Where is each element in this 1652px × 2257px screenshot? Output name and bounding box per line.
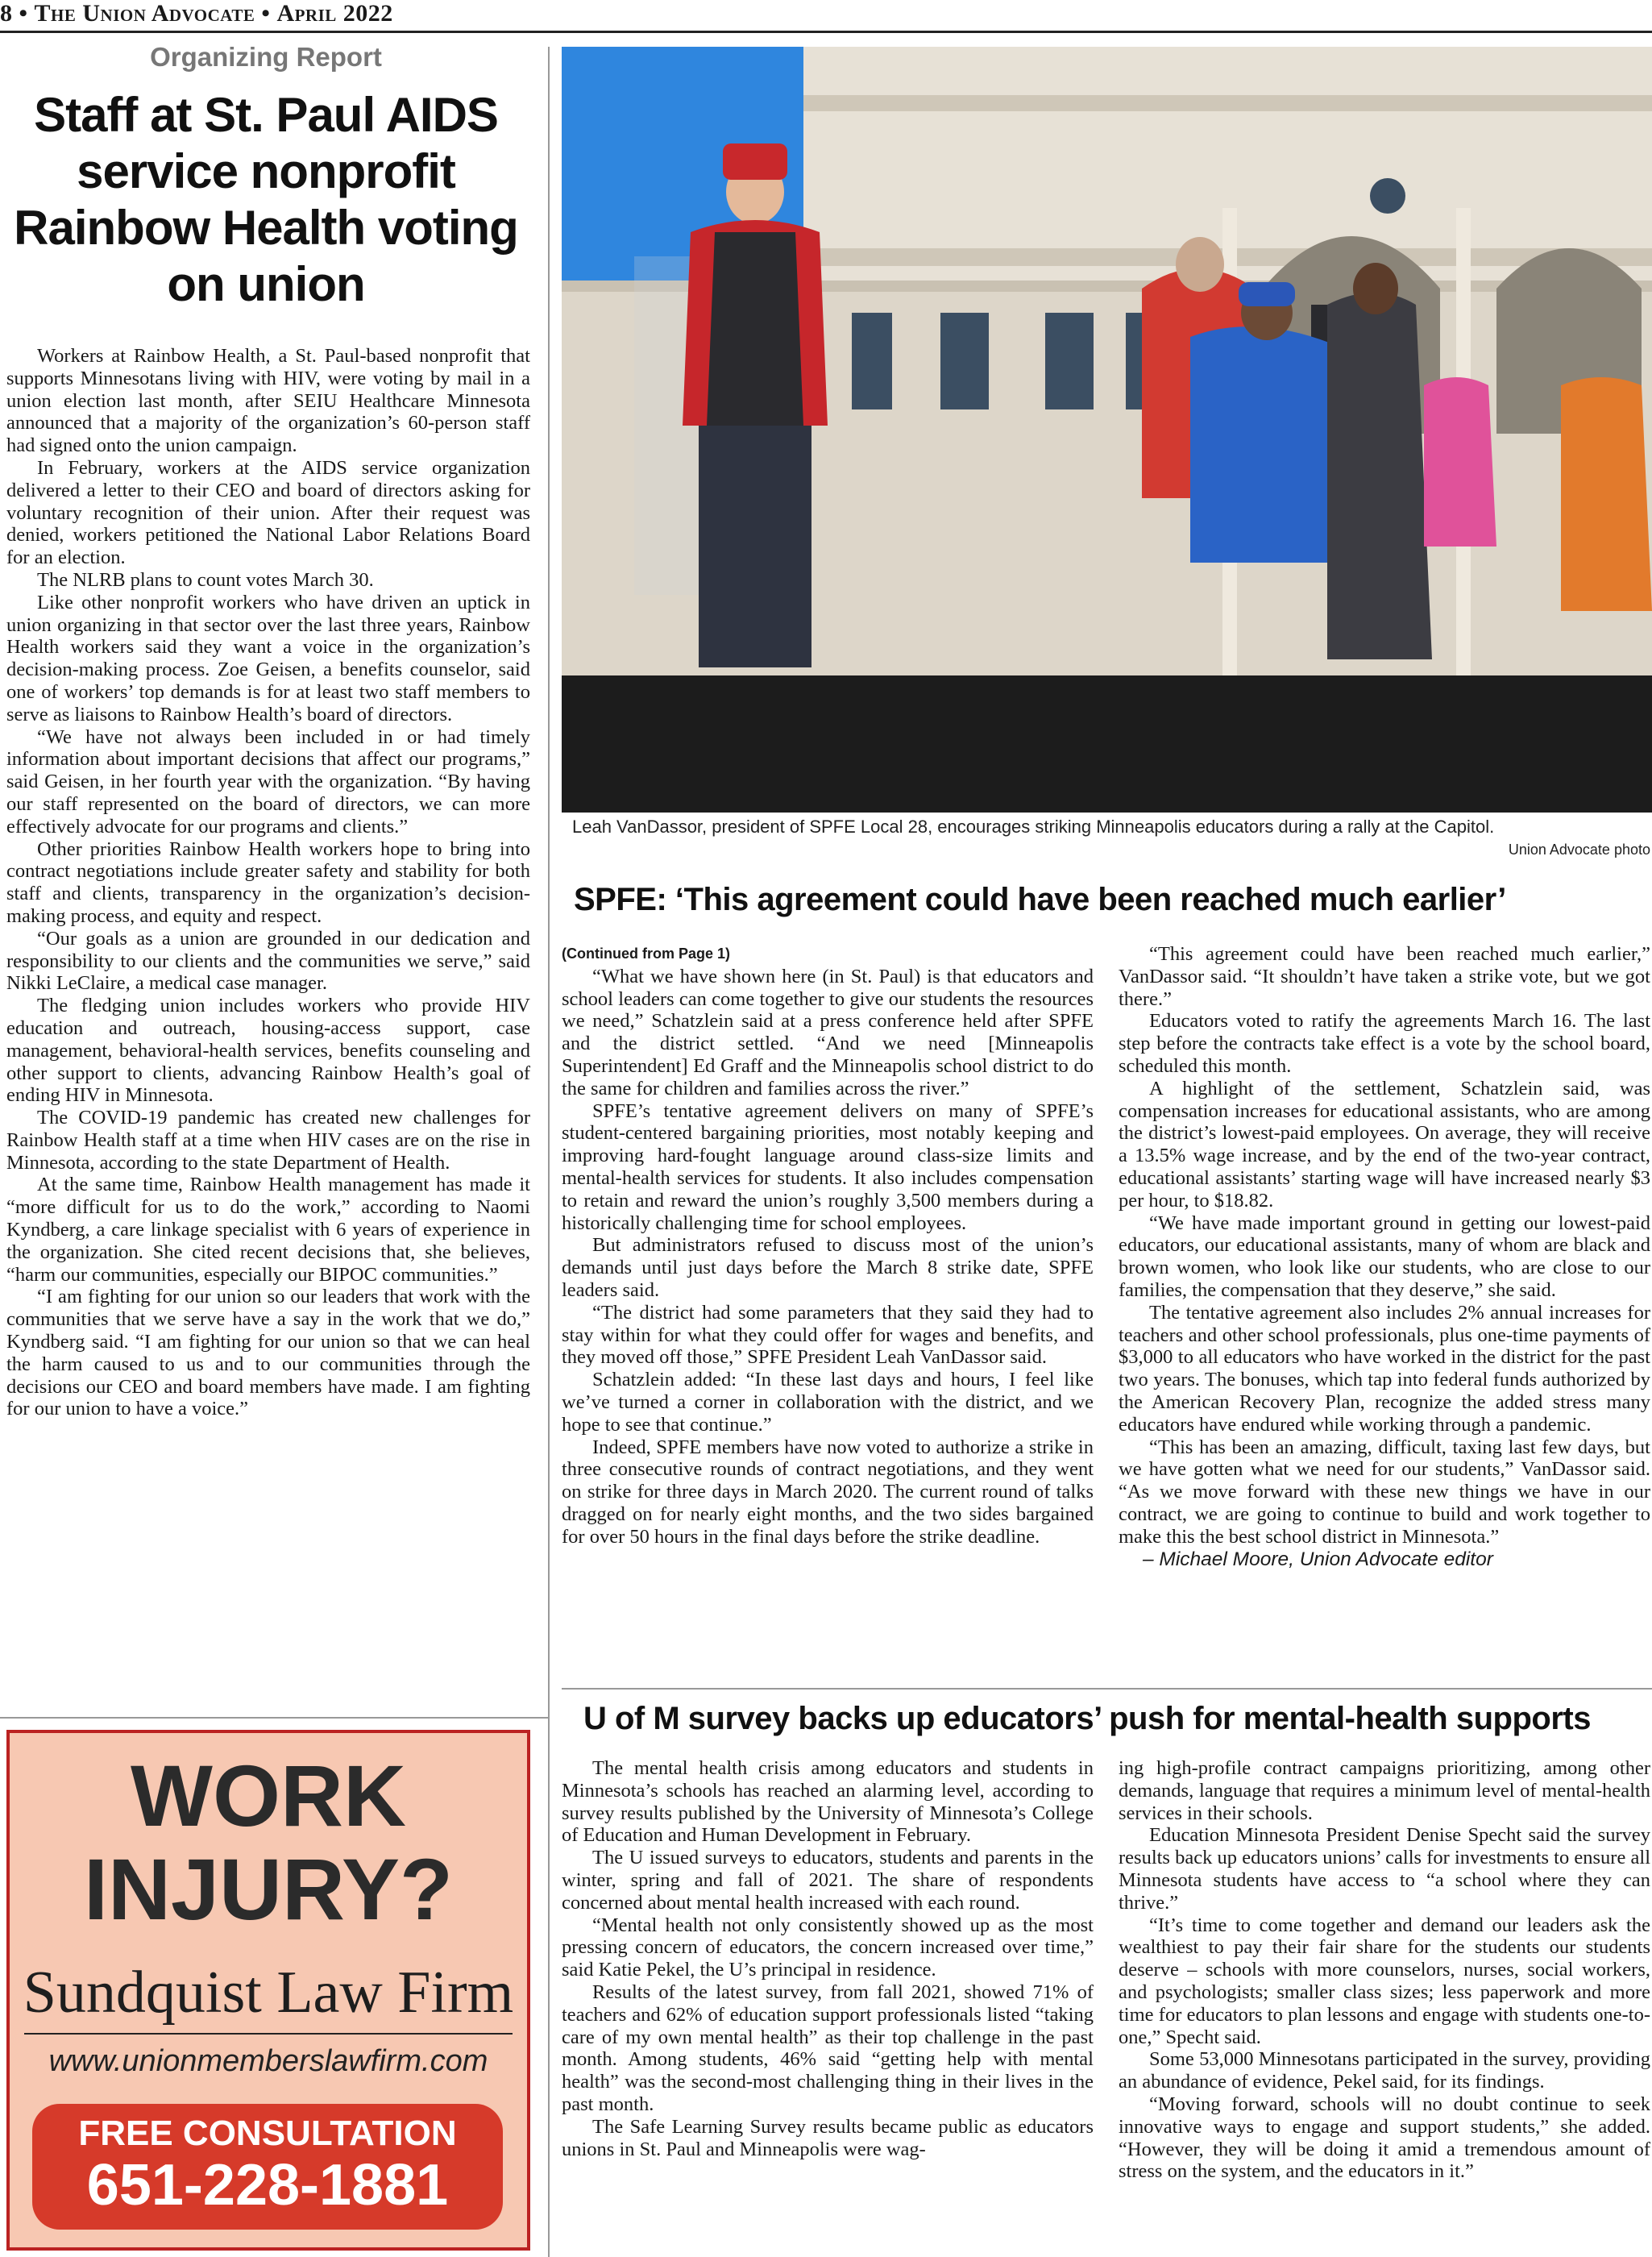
paragraph: In February, workers at the AIDS service organization delivered a letter to their CEO and board of directors asking for voluntary recognition of their union. After their request was denied, workers petitioned the National Labor Relations Board for an election. bbox=[6, 456, 530, 569]
paragraph: Indeed, SPFE members have now voted to authorize a strike in three consecutive rounds of contract negotiations, and they went on strike for three days in March 2020. The current round of talks dragged on for nearly eight months, and the two sides bargained for over 50 hours in the final days before the strike deadline. bbox=[562, 1436, 1094, 1548]
paragraph: “Moving forward, schools will no doubt continue to seek innovative ways to engage and support students,” she added. “However, they will be doing it amid a tremendous amount of stress on the system, and the educators in it.” bbox=[1119, 2093, 1650, 2183]
paragraph: “We have not always been included in or had timely information about important decisions that affect our programs,” said Geisen, in her fourth year with the organization. “By having our staff represented on the board of directors, we can more effectively advocate for our programs and clients.” bbox=[6, 725, 530, 838]
photo-credit: Union Advocate photo bbox=[1508, 842, 1650, 858]
paragraph: The tentative agreement also includes 2% annual increases for teachers and other school professionals, plus one-time payments of $3,000 to all educators who have worked in the district for the past two years. The bonuses, which tap into federal funds authorized by the American Recovery Plan, recognize the added stress many educators have endured while working through a pandemic. bbox=[1119, 1301, 1650, 1436]
paragraph: The fledging union includes workers who provide HIV education and outreach, housing-access support, case management, behavioral-health services, benefits counseling and other support to clients, advancing Rainbow Health’s goal of ending HIV in Minnesota. bbox=[6, 995, 530, 1107]
story2-col2 bbox=[1119, 943, 1650, 1570]
paragraph: ing high-profile contract campaigns prioritizing, among other demands, language that requires a minimum level of mental-health services in their schools. bbox=[1119, 1757, 1650, 1824]
ad-headline-line2: INJURY? bbox=[83, 1840, 454, 1938]
photo-caption: Leah VanDassor, president of SPFE Local 28, encourages striking Minneapolis educators during a rally at the Capitol. bbox=[572, 817, 1495, 837]
paragraph: But administrators refused to discuss most of the union’s demands until just days before the March 8 strike date, SPFE leaders said. bbox=[562, 1234, 1094, 1301]
folio-rule bbox=[0, 31, 1652, 33]
ad-firm-name: Sundquist Law Firm bbox=[23, 1960, 514, 2026]
paragraph: “This agreement could have been reached much earlier,” VanDassor said. “It shouldn’t have taken a strike vote, but we got there.” bbox=[1119, 943, 1650, 1010]
paragraph: The mental health crisis among educators and students in Minnesota’s schools has reached an alarming level, according to survey results published by the University of Minnesota’s College of Education and Human Development in February. bbox=[562, 1757, 1094, 1847]
paragraph: SPFE’s tentative agreement delivers on many of SPFE’s student-centered bargaining priorities, most notably keeping and improving hard-fought language around class-size limits and mental-health services for students. It also includes compensation to retain and reward the union’s roughly 3,500 members during a historically challenging time for school employees. bbox=[562, 1099, 1094, 1234]
issue-date: April 2022 bbox=[276, 0, 393, 27]
section-rule bbox=[562, 1688, 1652, 1690]
story3-col1 bbox=[562, 1757, 1094, 2160]
paragraph: “We have made important ground in getting our lowest-paid educators, our educational assistants, many of whom are black and brown women, who look like our students, who are close to our families, the compensation that they deserve,” she said. bbox=[1119, 1212, 1650, 1301]
paragraph: At the same time, Rainbow Health management has made it “more difficult for us to do the work,” according to Naomi Kyndberg, a care linkage specialist with 6 years of experience in the organization. She cited recent decisions that, she believes, “harm our communities, especially our BIPOC communities.” bbox=[6, 1174, 530, 1286]
paragraph: Educators voted to ratify the agreements March 16. The last step before the contracts take effect is a vote by the school board, scheduled this month. bbox=[1119, 1010, 1650, 1077]
paragraph: “I am fighting for our union so our leaders that work with the communities that we serve have a say in the work that we do,” Kyndberg said. “I am fighting for our union so that we can heal the harm caused to us and to our communities through the decisions our CEO and board members have made. I am fighting for our union to have a voice.” bbox=[6, 1286, 530, 1420]
paragraph: Some 53,000 Minnesotans participated in the survey, providing an abundance of evidence, Pekel said, for its findings. bbox=[1119, 2048, 1650, 2093]
capitol-rally-illustration bbox=[562, 47, 1652, 813]
paragraph: The Safe Learning Survey results became public as educators unions in St. Paul and Minneapolis were wag- bbox=[562, 2115, 1094, 2160]
column-divider bbox=[548, 47, 550, 2257]
ad-consultation-button[interactable] bbox=[32, 2104, 503, 2230]
story3-col2 bbox=[1119, 1757, 1650, 2183]
paragraph: Education Minnesota President Denise Specht said the survey results back up educators unions’ calls for investments to ensure all Minnesota students have access to “a school where they can thrive.” bbox=[1119, 1824, 1650, 1914]
page-number: 8 bbox=[0, 0, 13, 27]
paragraph: The NLRB plans to count votes March 30. bbox=[37, 568, 374, 591]
paragraph: Other priorities Rainbow Health workers hope to bring into contract negotiations include greater safety and stability for both staff and clients, transparency in the organization’s decision-making process, and equity and respect. bbox=[6, 838, 530, 927]
paragraph: “What we have shown here (in St. Paul) is that educators and school leaders can come together to give our students the resources we need,” Schatzlein said at a press conference held after SPFE and the district settled. “And we need [Minneapolis Superintendent] Ed Graff and the Minneapolis school district to do the same for children and families across the river.” bbox=[562, 965, 1094, 1099]
folio bbox=[0, 0, 393, 31]
folio-separator: • bbox=[261, 0, 271, 27]
ad-headline-line1: WORK bbox=[131, 1747, 406, 1844]
paragraph: “The district had some parameters that they said they had to stay within for what they could offer for wages and benefits, and they moved off those,” SPFE President Leah VanDassor said. bbox=[562, 1301, 1094, 1369]
law-firm-ad[interactable] bbox=[6, 1730, 530, 2251]
ad-website-link[interactable]: www.unionmemberslawfirm.com bbox=[48, 2044, 488, 2078]
paragraph: A highlight of the settlement, Schatzlein said, was compensation increases for educational assistants, who are among the district’s lowest-paid employees. On average, they will receive a 13.5% wage increase, and by the end of the two-year contract, educational assistants’ starting wage will have increased nearly $3 per hour, to $18.82. bbox=[1119, 1077, 1650, 1212]
section-rule bbox=[0, 1717, 548, 1719]
kicker: Organizing Report bbox=[150, 42, 382, 72]
continued-label: (Continued from Page 1) bbox=[562, 946, 731, 962]
story1-headline: Staff at St. Paul AIDS service nonprofit Rainbow Health voting on union bbox=[14, 88, 518, 311]
paragraph: “It’s time to come together and demand our leaders ask the wealthiest to pay their fair share for the students our students deserve – schools with more counselors, nurses, social workers, and psychologists; smaller class sizes; less paperwork and more time for educators to plan lessons and engage with students one-to-one,” Specht said. bbox=[1119, 1914, 1650, 2048]
story3-headline: U of M survey backs up educators’ push for mental-health supports bbox=[583, 1701, 1591, 1736]
paragraph: “This has been an amazing, difficult, taxing last few days, but we have gotten what we need for our students,” VanDassor said. “As we move forward with these new things we have in our contract, we are going to continue to build and work together to make this the best school district in Minnesota.” bbox=[1119, 1436, 1650, 1548]
ad-divider bbox=[24, 2033, 513, 2035]
paper-name: The Union Advocate bbox=[34, 0, 255, 27]
paragraph: Like other nonprofit workers who have driven an uptick in union organizing in that sector over the last three years, Rainbow Health workers said they want a voice in the organization’s decision-making process. Zoe Geisen, a benefits counselor, said one of workers’ top demands is for at least two staff members to serve as liaisons to Rainbow Health’s board of directors. bbox=[6, 591, 530, 725]
rally-photo bbox=[562, 47, 1652, 813]
paragraph: Workers at Rainbow Health, a St. Paul-based nonprofit that supports Minnesotans living with HIV, were voting by mail in a union election last month, after SEIU Healthcare Minnesota announced that a majority of the organization’s 60-person staff had signed onto the union campaign. bbox=[6, 345, 530, 457]
ad-cta: FREE CONSULTATION bbox=[78, 2114, 457, 2153]
ad-phone-number[interactable]: 651-228-1881 bbox=[86, 2153, 449, 2218]
paragraph: Results of the latest survey, from fall 2021, showed 71% of teachers and 62% of education support professionals listed “taking care of my own mental health” as their top challenge in the past month. Among students, 46% said “getting help with mental health” was the second-most challenging thing in their lives in the past month. bbox=[562, 1981, 1094, 2115]
paragraph: “Our goals as a union are grounded in our dedication and responsibility to our clients and the communities we serve,” said Nikki LeClaire, a medical case manager. bbox=[6, 927, 530, 995]
story1-body bbox=[6, 345, 530, 1420]
ad-headline bbox=[10, 1749, 527, 1936]
paragraph: “Mental health not only consistently showed up as the most pressing concern of educators, the concern increased over time,” said Katie Pekel, the U’s principal in residence. bbox=[562, 1914, 1094, 1981]
paragraph: Schatzlein added: “In these last days and hours, I feel like we’ve turned a corner in collaboration with the district, and we hope to see that continue.” bbox=[562, 1369, 1094, 1436]
byline: – Michael Moore, Union Advocate editor bbox=[1143, 1548, 1493, 1570]
story2-headline: SPFE: ‘This agreement could have been reached much earlier’ bbox=[574, 882, 1506, 917]
paragraph: The U issued surveys to educators, students and parents in the winter, spring and fall of 2021. The share of respondents concerned about mental health increased with each round. bbox=[562, 1847, 1094, 1914]
paragraph: The COVID-19 pandemic has created new challenges for Rainbow Health staff at a time when HIV cases are on the rise in Minnesota, according to the state Department of Health. bbox=[6, 1107, 530, 1174]
story2-col1 bbox=[562, 943, 1094, 1548]
folio-separator: • bbox=[19, 0, 28, 27]
